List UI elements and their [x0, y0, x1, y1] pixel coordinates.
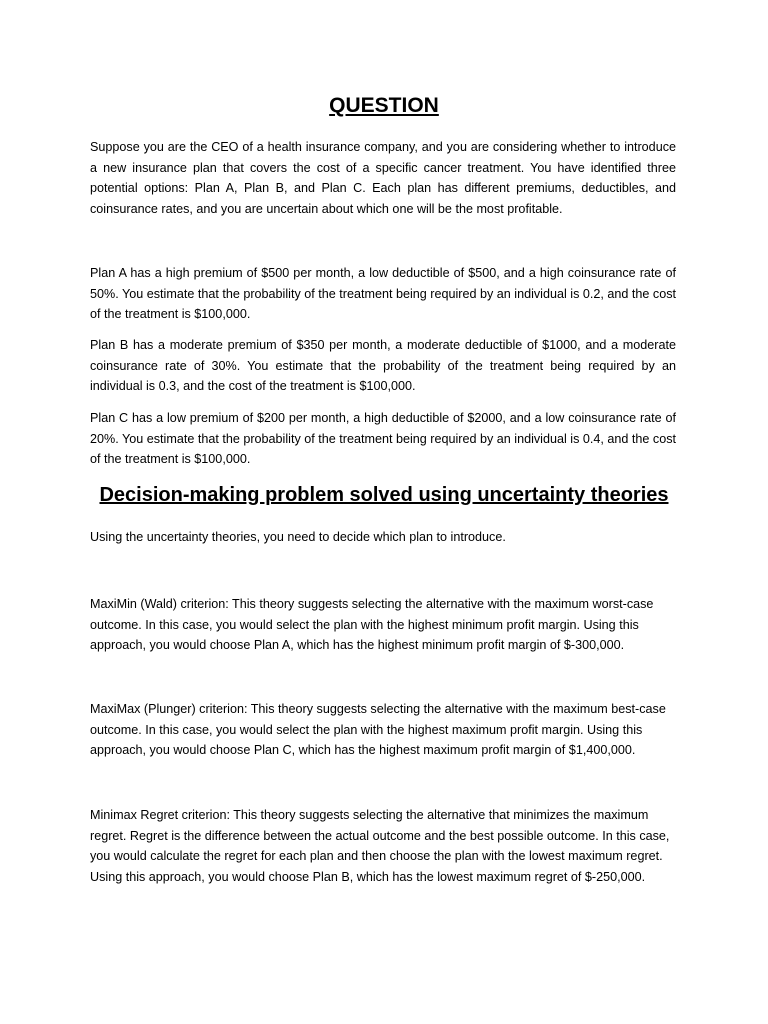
decision-heading: Decision-making problem solved using uncertainty theories: [99, 484, 669, 506]
plan-a-paragraph: Plan A has a high premium of $500 per month, a low deductible of $500, and a high coinsurance rate of 50%. You estimate that the probability of the treatment being required by an individual is 0.2, and the cost of the treatment is $100,000.: [90, 266, 676, 321]
intro-paragraph: Suppose you are the CEO of a health insurance company, and you are considering whether to introduce a new insurance plan that covers the cost of a specific cancer treatment. You have identified three potential options: Plan A, Plan B, and Plan C. Each plan has different premiums, deductibles, and coinsurance rates, and you are uncertain about which one will be the most profitable.: [90, 140, 676, 216]
using-intro-paragraph: Using the uncertainty theories, you need to decide which plan to introduce.: [90, 530, 506, 544]
plan-c-paragraph: Plan C has a low premium of $200 per month, a high deductible of $2000, and a low coinsurance rate of 20%. You estimate that the probability of the treatment being required by an individual is 0.4, and the cost of the treatment is $100,000.: [90, 411, 676, 466]
maximin-paragraph: MaxiMin (Wald) criterion: This theory suggests selecting the alternative with the maximum worst-case outcome. In this case, you would select the plan with the highest minimum profit margin. Using this approach, you would choose Plan A, which has the highest minimum profit margin of $-300,000.: [90, 597, 654, 652]
maximax-paragraph: MaxiMax (Plunger) criterion: This theory suggests selecting the alternative with the maximum best-case outcome. In this case, you would select the plan with the highest maximum profit margin. Using this approach, you would choose Plan C, which has the highest maximum profit margin of $1,400,000.: [90, 702, 666, 757]
plan-b-paragraph: Plan B has a moderate premium of $350 per month, a moderate deductible of $1000, and a moderate coinsurance rate of 30%. You estimate that the probability of the treatment being required by an individual is 0.3, and the cost of the treatment is $100,000.: [90, 338, 676, 393]
question-heading: QUESTION: [329, 94, 439, 117]
minimax-regret-paragraph: Minimax Regret criterion: This theory suggests selecting the alternative that minimizes the maximum regret. Regret is the difference between the actual outcome and the best possible outcome. In this case, you would calculate the regret for each plan and then choose the plan with the lowest maximum regret. Using this approach, you would choose Plan B, which has the lowest maximum regret of $-250,000.: [90, 808, 670, 884]
